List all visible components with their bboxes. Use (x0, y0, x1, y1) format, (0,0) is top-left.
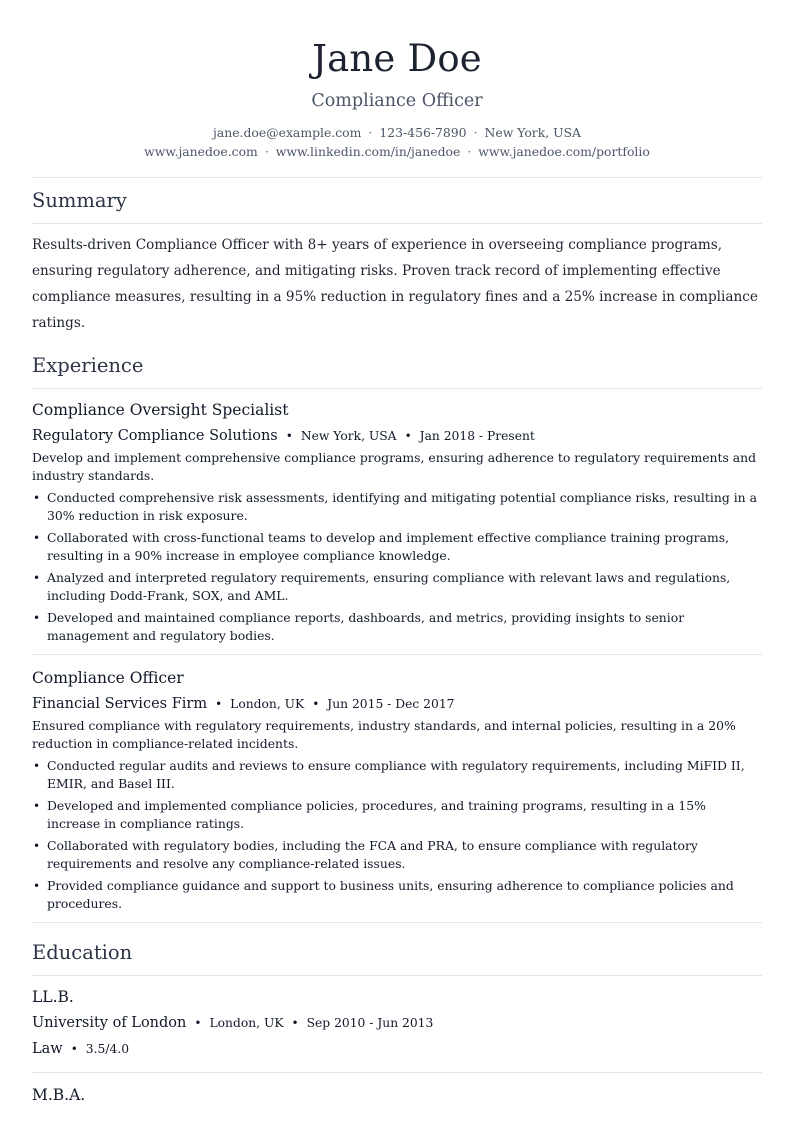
job-achievements (32, 489, 762, 645)
school-name: University of London (32, 1015, 187, 1031)
education-section (32, 940, 762, 1105)
achievement-item: • Analyzed and interpreted regulatory requirements, ensuring compliance with relevant laws and regulations, including Dodd-Frank, SOX, and AML. (32, 569, 762, 605)
summary-heading: Summary (32, 189, 127, 212)
school-location: London, UK (209, 1016, 284, 1030)
education-entry (32, 1085, 762, 1105)
education-field (32, 1038, 762, 1059)
achievement-item: • Developed and implemented compliance policies, procedures, and training programs, resulting in a 15% increase in compliance ratings. (32, 797, 762, 833)
section-divider (32, 223, 762, 224)
contact-line-2 (32, 142, 762, 161)
job-location: London, UK (230, 697, 305, 711)
job-dates: Jun 2015 - Dec 2017 (327, 697, 455, 711)
achievement-item: • Collaborated with regulatory bodies, including the FCA and PRA, to ensure compliance with regulatory requirements and resolve any compliance-related issues. (32, 837, 762, 873)
separator-bullet: • (215, 697, 223, 711)
job-divider (32, 654, 762, 655)
section-divider (32, 975, 762, 976)
achievement-item: • Collaborated with cross-functional teams to develop and implement effective compliance training programs, resulting in a 90% increase in employee compliance knowledge. (32, 529, 762, 565)
job-dates: Jan 2018 - Present (419, 429, 535, 443)
separator-dot: · (368, 125, 373, 140)
achievement-item: • Conducted comprehensive risk assessments, identifying and mitigating potential compliance risks, resulting in a 30% reduction in risk exposure. (32, 489, 762, 525)
separator-bullet: • (70, 1042, 78, 1056)
resume-header (32, 0, 762, 161)
education-meta (32, 1012, 762, 1033)
degree-name: M.B.A. (32, 1086, 86, 1104)
job-title: Compliance Oversight Specialist (32, 401, 289, 419)
job-description: Ensured compliance with regulatory requirements, industry standards, and internal policies, resulting in a 20% reduction in compliance-related incidents. (32, 718, 736, 751)
website-link[interactable]: www.janedoe.com (144, 144, 258, 159)
education-heading: Education (32, 941, 133, 964)
experience-heading: Experience (32, 354, 144, 377)
separator-dot: · (264, 144, 269, 159)
candidate-name: Jane Doe (312, 37, 482, 80)
company-name: Regulatory Compliance Solutions (32, 428, 278, 444)
separator-bullet: • (285, 429, 293, 443)
phone-number: 123-456-7890 (379, 125, 467, 140)
email-link[interactable]: jane.doe@example.com (213, 125, 362, 140)
portfolio-link[interactable]: www.janedoe.com/portfolio (478, 144, 650, 159)
location: New York, USA (484, 125, 581, 140)
separator-dot: · (473, 125, 478, 140)
grade: 3.5/4.0 (85, 1042, 130, 1056)
job-meta (32, 425, 762, 446)
header-divider (32, 177, 762, 178)
candidate-title: Compliance Officer (311, 91, 483, 111)
separator-bullet: • (404, 429, 412, 443)
separator-dot: · (467, 144, 472, 159)
separator-bullet: • (291, 1016, 299, 1030)
job-divider (32, 922, 762, 923)
job-meta (32, 693, 762, 714)
summary-section (32, 188, 762, 336)
field-of-study: Law (32, 1041, 63, 1057)
experience-section (32, 353, 762, 923)
achievement-item: • Provided compliance guidance and support to business units, ensuring adherence to compliance policies and procedures. (32, 877, 762, 913)
achievement-item: • Conducted regular audits and reviews to ensure compliance with regulatory requirements, including MiFID II, EMIR, and Basel III. (32, 757, 762, 793)
education-divider (32, 1072, 762, 1073)
company-name: Financial Services Firm (32, 696, 208, 712)
job-entry (32, 400, 762, 645)
separator-bullet: • (194, 1016, 202, 1030)
section-divider (32, 388, 762, 389)
job-description: Develop and implement comprehensive compliance programs, ensuring adherence to regulatory requirements and industry standards. (32, 450, 757, 483)
linkedin-link[interactable]: www.linkedin.com/in/janedoe (275, 144, 461, 159)
degree-name: LL.B. (32, 988, 74, 1006)
education-entry (32, 987, 762, 1059)
achievement-item: • Developed and maintained compliance reports, dashboards, and metrics, providing insights to senior management and regulatory bodies. (32, 609, 762, 645)
separator-bullet: • (312, 697, 320, 711)
job-achievements (32, 757, 762, 913)
job-entry (32, 668, 762, 913)
job-location: New York, USA (300, 429, 397, 443)
summary-text: Results-driven Compliance Officer with 8+ years of experience in overseeing compliance programs, ensuring regulatory adherence, and mitigating risks. Proven track record of implementing effective compliance measures, resulting in a 95% reduction in regulatory fines and a 25% increase in compliance ratings. (32, 237, 758, 331)
job-title: Compliance Officer (32, 669, 184, 687)
contact-line-1 (32, 123, 762, 142)
education-dates: Sep 2010 - Jun 2013 (306, 1016, 434, 1030)
